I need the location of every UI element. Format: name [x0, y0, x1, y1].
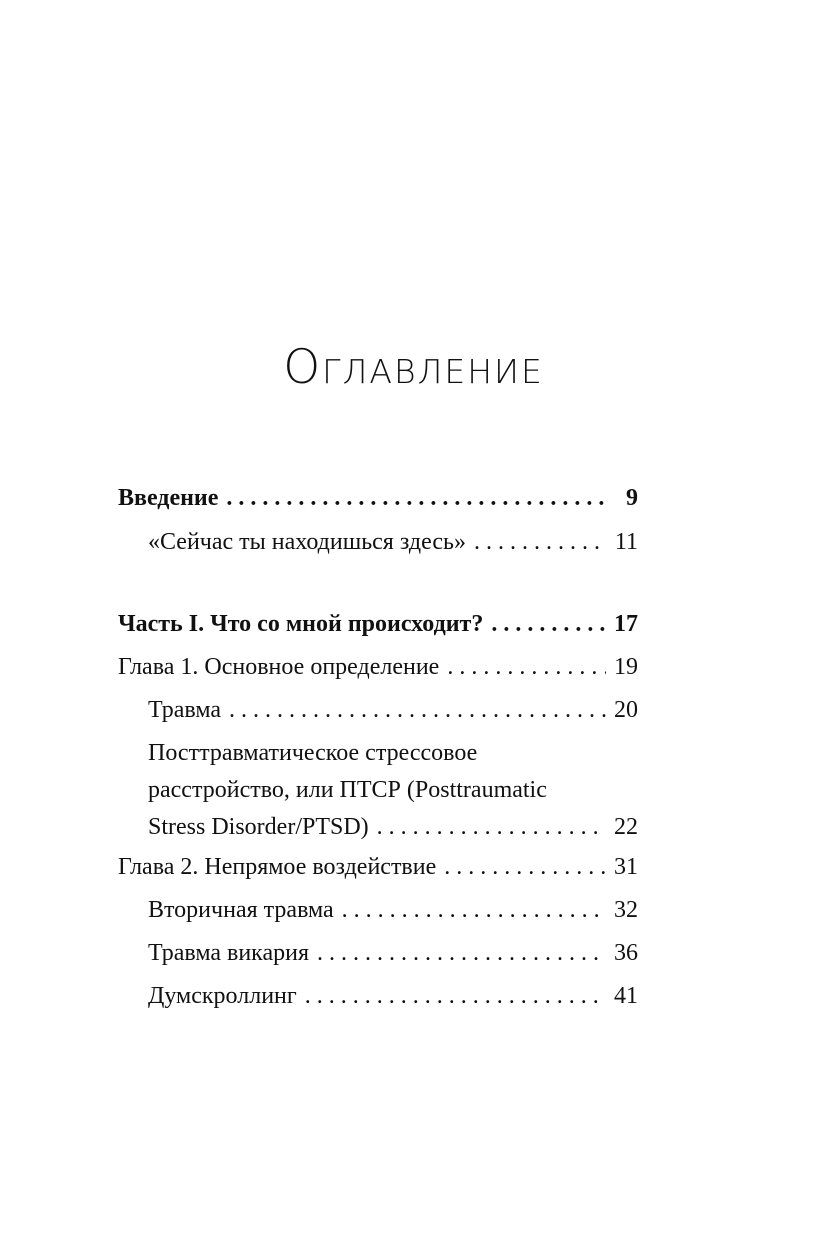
- dot-leader: [229, 692, 606, 729]
- dot-leader: [447, 649, 606, 686]
- toc-entry-label: Травма: [148, 697, 221, 723]
- toc-entry-page: 11: [614, 529, 638, 555]
- toc-entry-label: Травма викария: [148, 940, 310, 966]
- toc-entry-page: 41: [614, 983, 638, 1009]
- dot-leader: [342, 892, 606, 929]
- toc-entry-introduction[interactable]: [118, 480, 638, 517]
- dot-leader: [444, 849, 606, 886]
- toc-entry-label-line: Stress Disorder/PTSD): [148, 814, 369, 840]
- page-title: Оглавление: [283, 340, 544, 395]
- toc-entry-chapter-2[interactable]: [118, 849, 638, 886]
- toc-entry-label: Вторичная травма: [148, 897, 334, 923]
- toc-entry-label: Глава 2. Непрямое воздействие: [118, 854, 437, 880]
- toc-entry-page: 17: [614, 611, 638, 637]
- toc-entry-label-line: расстройство, или ПТСР (Posttraumatic: [148, 777, 547, 803]
- toc-entry-page: 20: [614, 697, 638, 723]
- toc-entry-page: 31: [614, 854, 638, 880]
- toc-entry-page: 22: [614, 814, 638, 840]
- dot-leader: [377, 809, 606, 846]
- dot-leader: [226, 480, 608, 517]
- toc-entry-label: «Сейчас ты находишься здесь»: [148, 529, 466, 555]
- dot-leader: [491, 606, 606, 643]
- toc-entry-label: Думскроллинг: [148, 983, 297, 1009]
- toc-entry-secondary-trauma[interactable]: [148, 892, 638, 929]
- dot-leader: [474, 524, 607, 561]
- toc-entry-label: Часть I. Что со мной происходит?: [118, 611, 484, 637]
- toc-entry-doomscrolling[interactable]: [148, 978, 638, 1015]
- toc-entry-label: Глава 1. Основное определение: [118, 654, 440, 680]
- toc-entry-chapter-1[interactable]: [118, 649, 638, 686]
- toc-entry-ptsd[interactable]: [148, 735, 638, 846]
- toc-entry-you-are-here[interactable]: [148, 524, 638, 561]
- toc-entry-page: 36: [614, 940, 638, 966]
- toc-entry-page: 19: [614, 654, 638, 680]
- toc-entry-label: Введение: [118, 485, 219, 511]
- toc-entry-page: 9: [626, 485, 638, 511]
- dot-leader: [317, 935, 606, 972]
- toc-entry-page: 32: [614, 897, 638, 923]
- toc-entry-trauma[interactable]: [148, 692, 638, 729]
- toc-entry-label-line: Посттравматическое стрессовое: [148, 740, 478, 766]
- toc-entry-vicarious-trauma[interactable]: [148, 935, 638, 972]
- toc-entry-part-1[interactable]: [118, 606, 638, 643]
- dot-leader: [305, 978, 606, 1015]
